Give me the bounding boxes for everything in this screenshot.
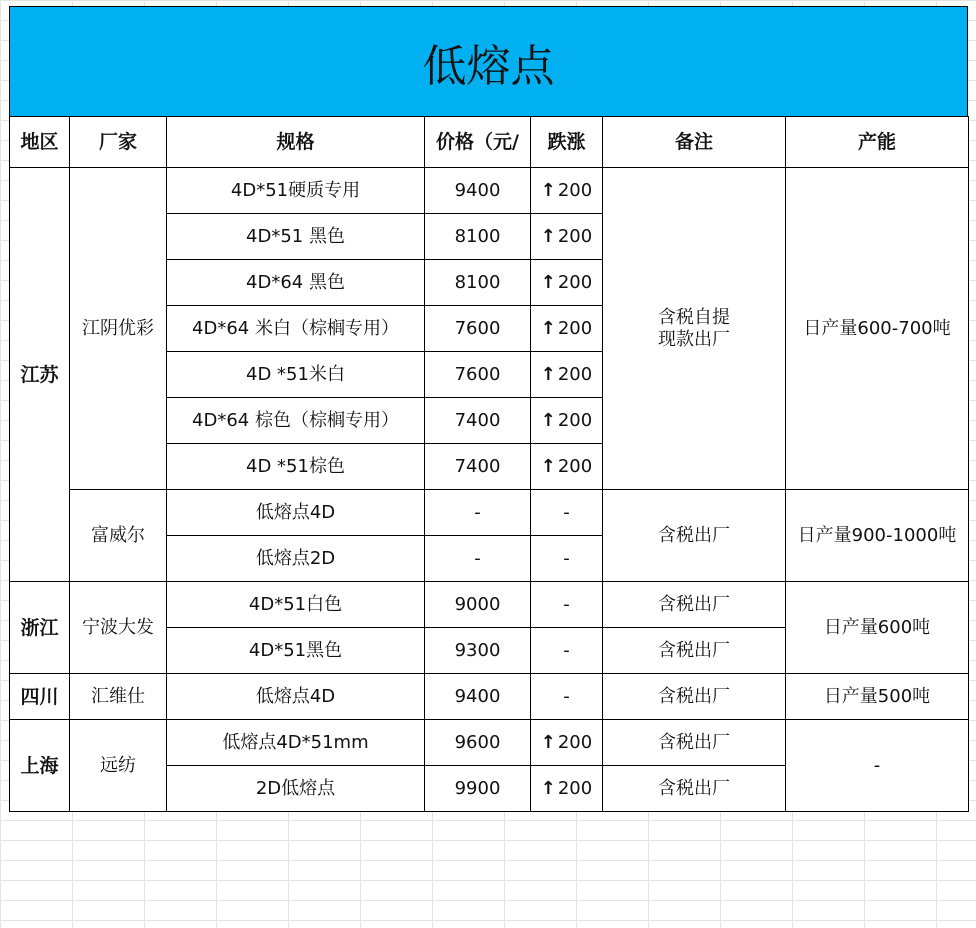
factory-cell[interactable]: 汇维仕 (70, 674, 167, 720)
sheet-title-cell[interactable] (9, 6, 968, 116)
price-cell[interactable]: 7600 (425, 306, 531, 352)
price-table (9, 116, 969, 812)
price-cell[interactable]: 9000 (425, 582, 531, 628)
price-cell[interactable]: 8100 (425, 214, 531, 260)
change-cell[interactable] (531, 168, 603, 214)
price-cell[interactable]: 9900 (425, 766, 531, 812)
spec-cell[interactable]: 低熔点4D (167, 674, 425, 720)
note-cell[interactable]: 含税出厂 (603, 582, 786, 628)
table-row (10, 490, 969, 536)
spec-cell[interactable]: 低熔点4D*51mm (167, 720, 425, 766)
note-cell[interactable]: 含税出厂 (603, 628, 786, 674)
spec-cell[interactable]: 4D*64 黑色 (167, 260, 425, 306)
header-row (10, 117, 969, 168)
price-cell[interactable]: 9400 (425, 674, 531, 720)
change-cell[interactable] (531, 352, 603, 398)
change-cell[interactable] (531, 214, 603, 260)
arrow-up-icon: ↑ (540, 777, 556, 799)
arrow-up-icon: ↑ (540, 179, 556, 201)
spec-cell[interactable]: 4D *51米白 (167, 352, 425, 398)
change-value: 200 (557, 777, 593, 799)
change-value: 200 (557, 225, 593, 247)
factory-cell[interactable]: 富威尔 (70, 490, 167, 582)
capacity-cell[interactable]: 日产量600-700吨 (786, 168, 969, 490)
header-region[interactable]: 地区 (10, 117, 70, 168)
change-cell[interactable]: - (531, 536, 603, 582)
header-factory[interactable]: 厂家 (70, 117, 167, 168)
table-row (10, 720, 969, 766)
sheet-title: 低熔点 (422, 40, 555, 92)
change-value: 200 (557, 409, 593, 431)
factory-cell[interactable]: 宁波大发 (70, 582, 167, 674)
spec-cell[interactable]: 低熔点4D (167, 490, 425, 536)
note-cell[interactable]: 含税出厂 (603, 720, 786, 766)
arrow-up-icon: ↑ (540, 363, 556, 385)
note-cell[interactable] (603, 168, 786, 490)
arrow-up-icon: ↑ (540, 225, 556, 247)
change-cell[interactable] (531, 398, 603, 444)
price-cell[interactable]: 7600 (425, 352, 531, 398)
change-value: 200 (557, 271, 593, 293)
capacity-cell[interactable]: - (786, 720, 969, 812)
change-value: 200 (557, 455, 593, 477)
region-cell[interactable]: 四川 (10, 674, 70, 720)
price-cell[interactable]: 9600 (425, 720, 531, 766)
change-value: 200 (557, 731, 593, 753)
arrow-up-icon: ↑ (540, 409, 556, 431)
factory-cell[interactable]: 远纺 (70, 720, 167, 812)
change-cell[interactable]: - (531, 674, 603, 720)
price-cell[interactable]: 8100 (425, 260, 531, 306)
region-cell[interactable]: 上海 (10, 720, 70, 812)
spec-cell[interactable]: 4D*64 米白（棕榈专用） (167, 306, 425, 352)
spec-cell[interactable]: 4D*64 棕色（棕榈专用） (167, 398, 425, 444)
note-text: 含税自提 现款出厂 (658, 306, 730, 350)
arrow-up-icon: ↑ (540, 731, 556, 753)
region-cell[interactable]: 浙江 (10, 582, 70, 674)
price-cell[interactable]: - (425, 490, 531, 536)
change-value: 200 (557, 179, 593, 201)
spec-cell[interactable]: 4D*51白色 (167, 582, 425, 628)
change-value: 200 (557, 363, 593, 385)
spec-cell[interactable]: 4D*51 黑色 (167, 214, 425, 260)
table-row (10, 168, 969, 214)
header-capacity[interactable]: 产能 (786, 117, 969, 168)
arrow-up-icon: ↑ (540, 271, 556, 293)
change-cell[interactable] (531, 306, 603, 352)
price-cell[interactable]: 9400 (425, 168, 531, 214)
change-cell[interactable] (531, 766, 603, 812)
header-note[interactable]: 备注 (603, 117, 786, 168)
factory-cell[interactable]: 江阴优彩 (70, 168, 167, 490)
change-cell[interactable]: - (531, 582, 603, 628)
price-cell[interactable]: 9300 (425, 628, 531, 674)
table-row (10, 582, 969, 628)
price-cell[interactable]: - (425, 536, 531, 582)
spec-cell[interactable]: 低熔点2D (167, 536, 425, 582)
change-value: 200 (557, 317, 593, 339)
spec-cell[interactable]: 4D*51黑色 (167, 628, 425, 674)
note-cell[interactable]: 含税出厂 (603, 490, 786, 582)
table-row (10, 674, 969, 720)
note-cell[interactable]: 含税出厂 (603, 674, 786, 720)
price-cell[interactable]: 7400 (425, 398, 531, 444)
capacity-cell[interactable]: 日产量900-1000吨 (786, 490, 969, 582)
spec-cell[interactable]: 4D*51硬质专用 (167, 168, 425, 214)
arrow-up-icon: ↑ (540, 317, 556, 339)
capacity-cell[interactable]: 日产量600吨 (786, 582, 969, 674)
region-cell[interactable]: 江苏 (10, 168, 70, 582)
capacity-cell[interactable]: 日产量500吨 (786, 674, 969, 720)
note-cell[interactable]: 含税出厂 (603, 766, 786, 812)
change-cell[interactable]: - (531, 628, 603, 674)
change-cell[interactable]: - (531, 490, 603, 536)
header-change[interactable]: 跌涨 (531, 117, 603, 168)
spec-cell[interactable]: 4D *51棕色 (167, 444, 425, 490)
price-cell[interactable]: 7400 (425, 444, 531, 490)
header-price[interactable]: 价格（元/ (425, 117, 531, 168)
arrow-up-icon: ↑ (540, 455, 556, 477)
change-cell[interactable] (531, 720, 603, 766)
spec-cell[interactable]: 2D低熔点 (167, 766, 425, 812)
header-spec[interactable]: 规格 (167, 117, 425, 168)
change-cell[interactable] (531, 260, 603, 306)
spreadsheet (9, 6, 968, 812)
change-cell[interactable] (531, 444, 603, 490)
